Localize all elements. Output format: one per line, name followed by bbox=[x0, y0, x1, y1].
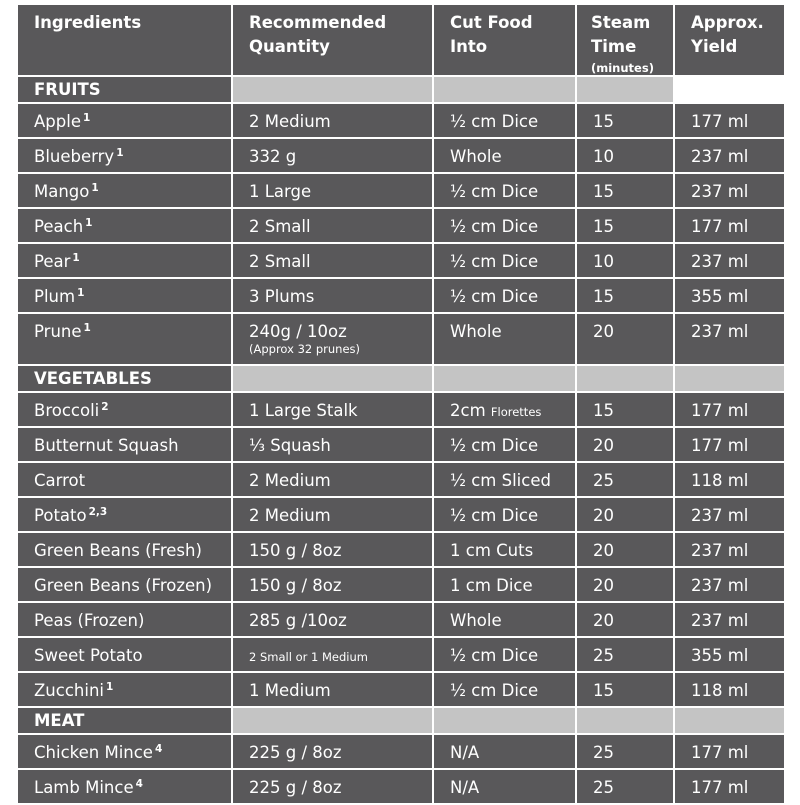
header-quantity-line1: Recommended bbox=[249, 13, 387, 32]
ingredient-cell bbox=[17, 173, 232, 208]
cut-cell bbox=[433, 637, 576, 672]
steam-time-cell: 10 bbox=[576, 138, 674, 173]
table-row bbox=[17, 672, 785, 707]
cut-cell bbox=[433, 532, 576, 567]
footnote-marker: 1 bbox=[91, 182, 99, 194]
header-steam-unit: (minutes) bbox=[591, 61, 654, 75]
ingredient-name: Green Beans (Fresh) bbox=[34, 541, 202, 560]
header-steam-line2: Time bbox=[591, 37, 637, 56]
steam-time-cell: 25 bbox=[576, 734, 674, 769]
cut-value: ½ cm Dice bbox=[450, 182, 539, 201]
section-row bbox=[17, 76, 785, 103]
quantity-value: 1 Large Stalk bbox=[249, 401, 358, 420]
quantity-note: (Approx 32 prunes) bbox=[249, 342, 361, 356]
quantity-value: 225 g / 8oz bbox=[249, 778, 342, 797]
yield-cell: 237 ml bbox=[674, 497, 785, 532]
quantity-cell bbox=[232, 734, 433, 769]
ingredient-cell bbox=[17, 462, 232, 497]
yield-cell: 237 ml bbox=[674, 313, 785, 365]
steam-time-cell: 15 bbox=[576, 278, 674, 313]
table-row bbox=[17, 637, 785, 672]
quantity-cell bbox=[232, 532, 433, 567]
quantity-cell bbox=[232, 392, 433, 427]
cut-cell bbox=[433, 567, 576, 602]
cut-value: N/A bbox=[450, 778, 480, 797]
steam-time-cell: 20 bbox=[576, 602, 674, 637]
quantity-value: 3 Plums bbox=[249, 287, 315, 306]
quantity-value: 225 g / 8oz bbox=[249, 743, 342, 762]
ingredient-cell bbox=[17, 734, 232, 769]
quantity-value: 2 Small or 1 Medium bbox=[249, 650, 368, 664]
ingredient-name: Sweet Potato bbox=[34, 646, 143, 665]
cut-value: ½ cm Dice bbox=[450, 287, 539, 306]
cut-cell bbox=[433, 278, 576, 313]
table-row bbox=[17, 313, 785, 365]
ingredient-name: Apple bbox=[34, 112, 81, 131]
footnote-marker: 4 bbox=[154, 743, 163, 755]
ingredient-name: Blueberry bbox=[34, 147, 115, 166]
ingredient-name: Mango bbox=[34, 182, 90, 201]
yield-cell: 118 ml bbox=[674, 462, 785, 497]
ingredient-name: Broccoli bbox=[34, 401, 100, 420]
cut-value: ½ cm Dice bbox=[450, 217, 539, 236]
header-row bbox=[17, 4, 785, 76]
yield-cell: 237 ml bbox=[674, 243, 785, 278]
cut-cell bbox=[433, 243, 576, 278]
cut-value: 1 cm Dice bbox=[450, 576, 533, 595]
steam-time-cell: 25 bbox=[576, 769, 674, 804]
ingredient-name: Green Beans (Frozen) bbox=[34, 576, 213, 595]
yield-cell: 177 ml bbox=[674, 769, 785, 804]
quantity-cell bbox=[232, 313, 433, 365]
quantity-value: 2 Medium bbox=[249, 112, 331, 131]
quantity-cell bbox=[232, 427, 433, 462]
section-blank-cell bbox=[674, 365, 785, 392]
cut-value: ½ cm Dice bbox=[450, 112, 539, 131]
ingredient-name: Zucchini bbox=[34, 681, 104, 700]
table-row bbox=[17, 427, 785, 462]
section-blank-cell bbox=[674, 707, 785, 734]
quantity-value: 2 Medium bbox=[249, 506, 331, 525]
quantity-value: 150 g / 8oz bbox=[249, 576, 342, 595]
quantity-cell bbox=[232, 672, 433, 707]
footnote-marker: 1 bbox=[82, 112, 91, 124]
table-row bbox=[17, 769, 785, 804]
steam-guide-table-wrapper bbox=[16, 3, 784, 805]
yield-cell: 355 ml bbox=[674, 278, 785, 313]
ingredient-cell bbox=[17, 497, 232, 532]
yield-cell: 237 ml bbox=[674, 602, 785, 637]
cut-cell bbox=[433, 427, 576, 462]
cut-value: Whole bbox=[450, 322, 502, 341]
footnote-marker: 1 bbox=[106, 681, 114, 693]
quantity-value: 1 Medium bbox=[249, 681, 331, 700]
header-quantity bbox=[232, 4, 433, 76]
table-row bbox=[17, 138, 785, 173]
steam-time-cell: 15 bbox=[576, 208, 674, 243]
steam-time-cell: 15 bbox=[576, 672, 674, 707]
quantity-cell bbox=[232, 567, 433, 602]
header-ingredients bbox=[17, 4, 232, 76]
quantity-cell bbox=[232, 243, 433, 278]
ingredient-name: Potato bbox=[34, 506, 87, 525]
header-yield bbox=[674, 4, 785, 76]
cut-detail: Florettes bbox=[490, 405, 542, 419]
cut-cell bbox=[433, 497, 576, 532]
header-yield-line2: Yield bbox=[691, 37, 738, 56]
cut-value: 2cm bbox=[450, 401, 486, 420]
steam-time-cell: 15 bbox=[576, 392, 674, 427]
ingredient-cell bbox=[17, 672, 232, 707]
steam-time-cell: 20 bbox=[576, 567, 674, 602]
steam-time-cell: 20 bbox=[576, 532, 674, 567]
footnote-marker: 4 bbox=[135, 778, 143, 790]
section-blank-cell bbox=[232, 365, 433, 392]
section-blank-cell bbox=[232, 707, 433, 734]
quantity-cell bbox=[232, 602, 433, 637]
cut-value: ½ cm Dice bbox=[450, 252, 539, 271]
header-steam-line1: Steam bbox=[591, 13, 651, 32]
yield-cell: 237 ml bbox=[674, 567, 785, 602]
cut-cell bbox=[433, 103, 576, 138]
ingredient-name: Carrot bbox=[34, 471, 86, 490]
header-cut-line1: Cut Food bbox=[450, 13, 533, 32]
cut-cell bbox=[433, 208, 576, 243]
header-cut bbox=[433, 4, 576, 76]
table-row bbox=[17, 602, 785, 637]
table-row bbox=[17, 103, 785, 138]
quantity-value: ⅓ Squash bbox=[249, 436, 331, 455]
footnote-marker: 1 bbox=[77, 287, 85, 299]
footnote-marker: 1 bbox=[72, 252, 80, 264]
ingredient-cell bbox=[17, 138, 232, 173]
yield-cell: 177 ml bbox=[674, 734, 785, 769]
ingredient-name: Pear bbox=[34, 252, 71, 271]
quantity-cell bbox=[232, 637, 433, 672]
header-yield-line1: Approx. bbox=[691, 13, 764, 32]
table-row bbox=[17, 734, 785, 769]
steam-time-cell: 20 bbox=[576, 427, 674, 462]
quantity-cell bbox=[232, 278, 433, 313]
ingredient-name: Plum bbox=[34, 287, 76, 306]
steam-time-cell: 15 bbox=[576, 173, 674, 208]
ingredient-cell bbox=[17, 637, 232, 672]
quantity-value: 2 Small bbox=[249, 217, 311, 236]
steam-time-cell: 25 bbox=[576, 462, 674, 497]
yield-cell: 118 ml bbox=[674, 672, 785, 707]
quantity-cell bbox=[232, 497, 433, 532]
ingredient-cell bbox=[17, 392, 232, 427]
section-blank-cell bbox=[433, 707, 576, 734]
footnote-marker: 1 bbox=[83, 322, 91, 334]
quantity-value: 2 Small bbox=[249, 252, 311, 271]
section-blank-cell bbox=[433, 365, 576, 392]
ingredient-name: Lamb Mince bbox=[34, 778, 134, 797]
cut-cell bbox=[433, 313, 576, 365]
ingredient-name: Butternut Squash bbox=[34, 436, 179, 455]
header-quantity-line2: Quantity bbox=[249, 37, 330, 56]
quantity-cell bbox=[232, 103, 433, 138]
ingredient-cell bbox=[17, 602, 232, 637]
cut-value: N/A bbox=[450, 743, 480, 762]
ingredient-cell bbox=[17, 313, 232, 365]
cut-cell bbox=[433, 602, 576, 637]
table-header bbox=[17, 4, 785, 76]
cut-value: 1 cm Cuts bbox=[450, 541, 534, 560]
section-blank-cell bbox=[433, 76, 576, 103]
footnote-marker: 1 bbox=[116, 147, 124, 159]
steam-time-cell: 15 bbox=[576, 103, 674, 138]
cut-cell bbox=[433, 672, 576, 707]
cut-cell bbox=[433, 173, 576, 208]
steam-time-cell: 25 bbox=[576, 637, 674, 672]
ingredient-name: Prune bbox=[34, 322, 82, 341]
cut-cell bbox=[433, 734, 576, 769]
cut-value: ½ cm Dice bbox=[450, 436, 539, 455]
yield-cell: 177 ml bbox=[674, 103, 785, 138]
cut-value: ½ cm Sliced bbox=[450, 471, 551, 490]
section-blank-cell bbox=[576, 365, 674, 392]
quantity-value: 2 Medium bbox=[249, 471, 331, 490]
cut-value: ½ cm Dice bbox=[450, 506, 539, 525]
ingredient-cell bbox=[17, 427, 232, 462]
header-ingredients-label: Ingredients bbox=[34, 13, 142, 32]
cut-cell bbox=[433, 392, 576, 427]
section-row bbox=[17, 365, 785, 392]
table-row bbox=[17, 497, 785, 532]
header-steam-time bbox=[576, 4, 674, 76]
section-blank-cell bbox=[232, 76, 433, 103]
yield-cell: 237 ml bbox=[674, 138, 785, 173]
yield-cell: 177 ml bbox=[674, 392, 785, 427]
cut-value: ½ cm Dice bbox=[450, 681, 539, 700]
steam-time-cell: 10 bbox=[576, 243, 674, 278]
ingredient-cell bbox=[17, 208, 232, 243]
cut-cell bbox=[433, 138, 576, 173]
section-title: FRUITS bbox=[17, 76, 232, 103]
cut-value: Whole bbox=[450, 611, 502, 630]
section-blank-cell bbox=[576, 707, 674, 734]
ingredient-name: Chicken Mince bbox=[34, 743, 153, 762]
yield-cell: 177 ml bbox=[674, 208, 785, 243]
ingredient-cell bbox=[17, 769, 232, 804]
quantity-cell bbox=[232, 769, 433, 804]
header-cut-line2: Into bbox=[450, 37, 488, 56]
table-row bbox=[17, 567, 785, 602]
steam-time-cell: 20 bbox=[576, 313, 674, 365]
quantity-value: 240g / 10oz bbox=[249, 322, 347, 341]
quantity-cell bbox=[232, 173, 433, 208]
quantity-cell bbox=[232, 208, 433, 243]
section-title: VEGETABLES bbox=[17, 365, 232, 392]
quantity-cell bbox=[232, 462, 433, 497]
ingredient-name: Peas (Frozen) bbox=[34, 611, 145, 630]
table-row bbox=[17, 173, 785, 208]
quantity-value: 150 g / 8oz bbox=[249, 541, 342, 560]
cut-cell bbox=[433, 462, 576, 497]
ingredient-cell bbox=[17, 243, 232, 278]
table-row bbox=[17, 208, 785, 243]
table-body bbox=[17, 76, 785, 804]
cut-value: ½ cm Dice bbox=[450, 646, 539, 665]
ingredient-cell bbox=[17, 278, 232, 313]
table-row bbox=[17, 278, 785, 313]
steam-time-cell: 20 bbox=[576, 497, 674, 532]
footnote-marker: 2 bbox=[101, 401, 109, 413]
ingredient-cell bbox=[17, 103, 232, 138]
section-title: MEAT bbox=[17, 707, 232, 734]
section-blank-cell bbox=[576, 76, 674, 103]
yield-cell: 355 ml bbox=[674, 637, 785, 672]
ingredient-name: Peach bbox=[34, 217, 84, 236]
yield-cell: 177 ml bbox=[674, 427, 785, 462]
cut-cell bbox=[433, 769, 576, 804]
table-row bbox=[17, 532, 785, 567]
table-row bbox=[17, 392, 785, 427]
table-row bbox=[17, 243, 785, 278]
footnote-marker: 2,3 bbox=[88, 506, 108, 518]
quantity-value: 332 g bbox=[249, 147, 297, 166]
quantity-value: 285 g /10oz bbox=[249, 611, 347, 630]
ingredient-cell bbox=[17, 532, 232, 567]
ingredient-cell bbox=[17, 567, 232, 602]
section-row bbox=[17, 707, 785, 734]
steam-guide-table bbox=[16, 3, 786, 805]
yield-cell: 237 ml bbox=[674, 173, 785, 208]
footnote-marker: 1 bbox=[85, 217, 93, 229]
quantity-cell bbox=[232, 138, 433, 173]
quantity-value: 1 Large bbox=[249, 182, 312, 201]
cut-value: Whole bbox=[450, 147, 502, 166]
table-row bbox=[17, 462, 785, 497]
yield-cell: 237 ml bbox=[674, 532, 785, 567]
